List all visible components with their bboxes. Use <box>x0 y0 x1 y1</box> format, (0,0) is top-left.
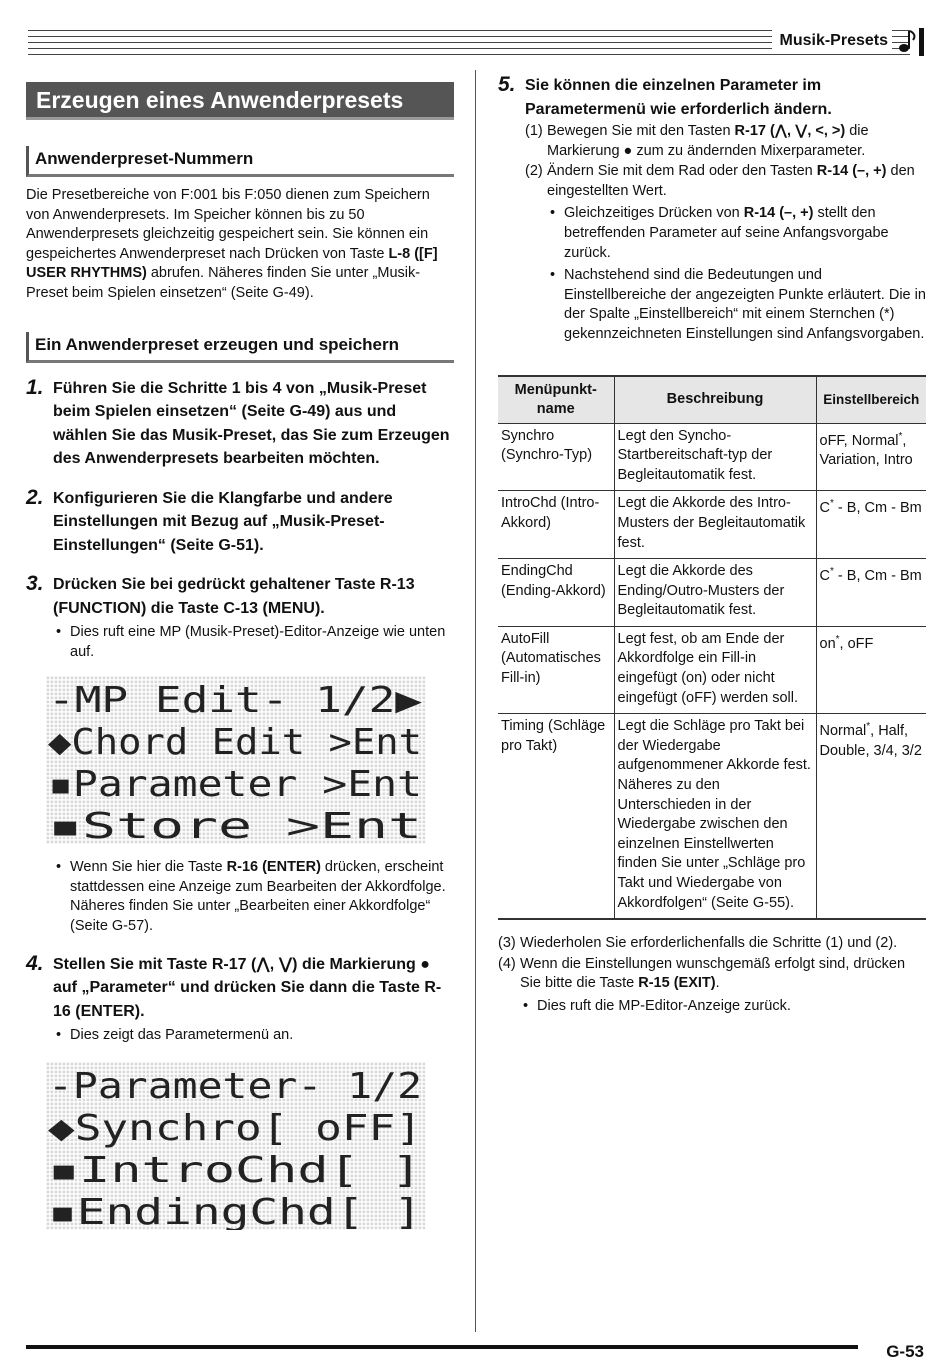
substep-number: (4) <box>498 955 516 972</box>
substep-text: Wiederholen Sie erforderlichenfalls die Schritte (1) und (2). <box>520 935 898 952</box>
footer-rule <box>26 1345 858 1349</box>
substep-2-bullet-1 <box>547 204 926 263</box>
cell-description: Legt fest, ob am Ende der Akkordfolge ein Fill-in eingefügt (on) oder nicht eingefügt (oFF) werden soll. <box>614 626 816 713</box>
step-5 <box>498 74 926 345</box>
step-text: Sie können die einzelnen Parameter im Parametermenü wie erforderlich ändern. <box>525 77 832 118</box>
subhead-user-preset-numbers: Anwenderpreset-Nummern <box>26 146 454 177</box>
substep-1 <box>525 122 926 161</box>
step-number: 3. <box>26 572 44 596</box>
note-text-1: Wenn Sie hier die Taste <box>70 859 227 876</box>
column-divider <box>475 70 476 1332</box>
substep-key: R-14 (–, +) <box>816 163 887 180</box>
step-text: Konfigurieren Sie die Klangfarbe und andere Einstellungen mit Bezug auf „Musik-Preset-Einstellungen“ (Seite G-51). <box>53 489 393 554</box>
step-3-note <box>26 858 454 936</box>
substep-key: R-15 (EXIT) <box>638 975 716 992</box>
substep-number: (2) <box>525 163 543 180</box>
intro-paragraph <box>26 186 454 304</box>
step-bullet <box>53 858 454 936</box>
substep-text: Wenn die Einstellungen wunschgemäß erfolgt sind, drücken Sie bitte die Taste <box>520 955 906 992</box>
lcd-mp-edit-line: ◆Chord Edit >Ent <box>48 722 422 764</box>
subhead-create-and-save: Ein Anwenderpreset erzeugen und speichern <box>26 332 454 363</box>
lcd-display-parameter <box>46 1062 426 1230</box>
substep-4 <box>498 955 926 994</box>
table-row <box>498 491 926 559</box>
section-title: Erzeugen eines Anwenderpresets <box>26 82 454 120</box>
intro-text-1: Die Presetbereiche von F:001 bis F:050 dienen zum Speichern von Anwenderpresets. Im Speicher können bis zu 50 Anwenderpresets gleichzeitig gespeichert sein. Sie können ein gespeichertes Anwenderpreset nach Drücken von Taste <box>26 187 430 262</box>
column-header-range: Einstellbereich <box>816 376 926 424</box>
bullet-key: R-14 (–, +) <box>743 205 814 222</box>
cell-item: Timing (Schläge pro Takt) <box>498 714 614 919</box>
substep-number: (3) <box>498 935 516 952</box>
lcd-parameter-line: ◆Synchro[ oFF] <box>48 1107 423 1149</box>
bullet-text: stellt den betreffenden Parameter auf seine Anfangsvorgabe zurück. <box>564 205 889 261</box>
cell-description: Legt die Akkorde des Ending/Outro-Musters der Begleitautomatik fest. <box>614 559 816 627</box>
music-note-icon <box>896 28 918 54</box>
table-row <box>498 423 926 491</box>
cell-item: Synchro (Synchro-Typ) <box>498 423 614 491</box>
table-row <box>498 714 926 919</box>
right-column <box>498 74 926 1017</box>
bullet-text: Gleichzeitiges Drücken von <box>564 205 744 222</box>
step-3 <box>26 573 454 662</box>
table-row <box>498 626 926 713</box>
lcd-parameter-line: ▪IntroChd[ ] <box>48 1149 422 1191</box>
column-header-item: Menüpunkt-name <box>498 376 614 424</box>
step-bullet: • Dies zeigt das Parametermenü an. <box>53 1026 454 1046</box>
note-text-2: drücken, erscheint stattdessen eine Anzeige zum Bearbeiten der Akkordfolge. Näheres finden Sie unter „Bearbeiten einer Akkordfolge“ (Seite G-57). <box>70 859 446 935</box>
substep-4-bullet: • Dies ruft die MP-Editor-Anzeige zurück. <box>520 997 926 1017</box>
step-number: 2. <box>26 485 44 509</box>
step-5-continued <box>498 934 926 1016</box>
header-title: Musik-Presets <box>772 30 893 52</box>
substep-3 <box>498 934 926 954</box>
substep-text: . <box>715 975 720 992</box>
substep-number: (1) <box>525 123 543 139</box>
step-1 <box>26 377 454 471</box>
step-number: 1. <box>26 375 44 399</box>
parameter-table <box>498 375 926 921</box>
substep-2 <box>525 162 926 201</box>
cell-range: C* - B, Cm - Bm <box>816 559 926 627</box>
step-text: Drücken Sie bei gedrückt gehaltener Taste R-13 (FUNCTION) die Taste C-13 (MENU). <box>53 576 415 617</box>
lcd-mp-edit-line: -MP Edit- 1/2▶ <box>48 680 423 722</box>
table-row <box>498 559 926 627</box>
cell-description: Legt die Schläge pro Takt bei der Wiedergabe aufgenommener Akkorde fest. Näheres zu den Unterschieden in der Wiedergabe zwischen den einzelnen Einstellwerten finden Sie unter „Schläge pro Takt und Wiedergabe von Akkordfolgen“ (Seite G-55). <box>614 714 816 919</box>
lcd-parameter-line: ▪EndingChd[ ] <box>48 1191 422 1230</box>
substep-2-bullet-2: • Nachstehend sind die Bedeutungen und Einstellbereiche der angezeigten Punkte erläutert. Die in der Spalte „Einstellbereich“ mit einem Sternchen (*) gekennzeichneten Einstellungen sind Anfangsvorgaben. <box>547 266 926 344</box>
step-number: 5. <box>498 73 516 96</box>
step-number: 4. <box>26 951 44 975</box>
step-2 <box>26 487 454 558</box>
cell-description: Legt den Syncho-Startbereitschaft-typ der Begleitautomatik fest. <box>614 423 816 491</box>
substep-text: den eingestellten Wert. <box>547 163 915 199</box>
left-column <box>26 82 454 1230</box>
lcd-display-mp-edit <box>46 676 426 844</box>
step-text: Führen Sie die Schritte 1 bis 4 von „Musik-Preset beim Spielen einsetzen“ (Seite G-49) aus und wählen Sie das Musik-Preset, das Sie zum Erzeugen des Anwenderpresets bearbeiten möchten. <box>53 379 450 468</box>
step-text: Stellen Sie mit Taste R-17 (⋀, ⋁) die Markierung ● auf „Parameter“ und drücken Sie dann die Taste R-16 (ENTER). <box>53 955 442 1020</box>
note-key: R-16 (ENTER) <box>226 859 321 876</box>
step-4 <box>26 953 454 1046</box>
substep-text: die Markierung ● zum zu ändernden Mixerparameter. <box>547 123 869 159</box>
table-header-row <box>498 376 926 424</box>
cell-item: EndingChd (Ending-Akkord) <box>498 559 614 627</box>
lcd-parameter-line: -Parameter- 1/2 <box>48 1065 422 1107</box>
intro-text-2: abrufen. Näheres finden Sie unter „Musik-Preset beim Spielen einsetzen“ (Seite G-49). <box>26 265 421 301</box>
step-bullet: • Dies ruft eine MP (Musik-Preset)-Editor-Anzeige wie unten auf. <box>53 623 454 662</box>
cell-description: Legt die Akkorde des Intro-Musters der Begleitautomatik fest. <box>614 491 816 559</box>
intro-key: L-8 ([F] USER RHYTHMS) <box>26 245 438 282</box>
lcd-mp-edit-line: ▪Parameter >Ent <box>48 764 422 806</box>
cell-range: oFF, Normal*, Variation, Intro <box>816 423 926 491</box>
cell-range: C* - B, Cm - Bm <box>816 491 926 559</box>
substep-text: Ändern Sie mit dem Rad oder den Tasten <box>547 163 817 180</box>
substep-key: R-17 (⋀, ⋁, <, >) <box>734 123 846 139</box>
lcd-mp-edit-line: ▪Store >Ent <box>48 806 422 845</box>
cell-item: AutoFill (Automatisches Fill-in) <box>498 626 614 713</box>
cell-range: on*, oFF <box>816 626 926 713</box>
cell-item: IntroChd (Intro-Akkord) <box>498 491 614 559</box>
cell-range: Normal*, Half, Double, 3/4, 3/2 <box>816 714 926 919</box>
page-number: G-53 <box>886 1342 924 1361</box>
substep-text: Bewegen Sie mit den Tasten <box>547 123 735 139</box>
column-header-description: Beschreibung <box>614 376 816 424</box>
header-edge-bar <box>919 28 924 56</box>
